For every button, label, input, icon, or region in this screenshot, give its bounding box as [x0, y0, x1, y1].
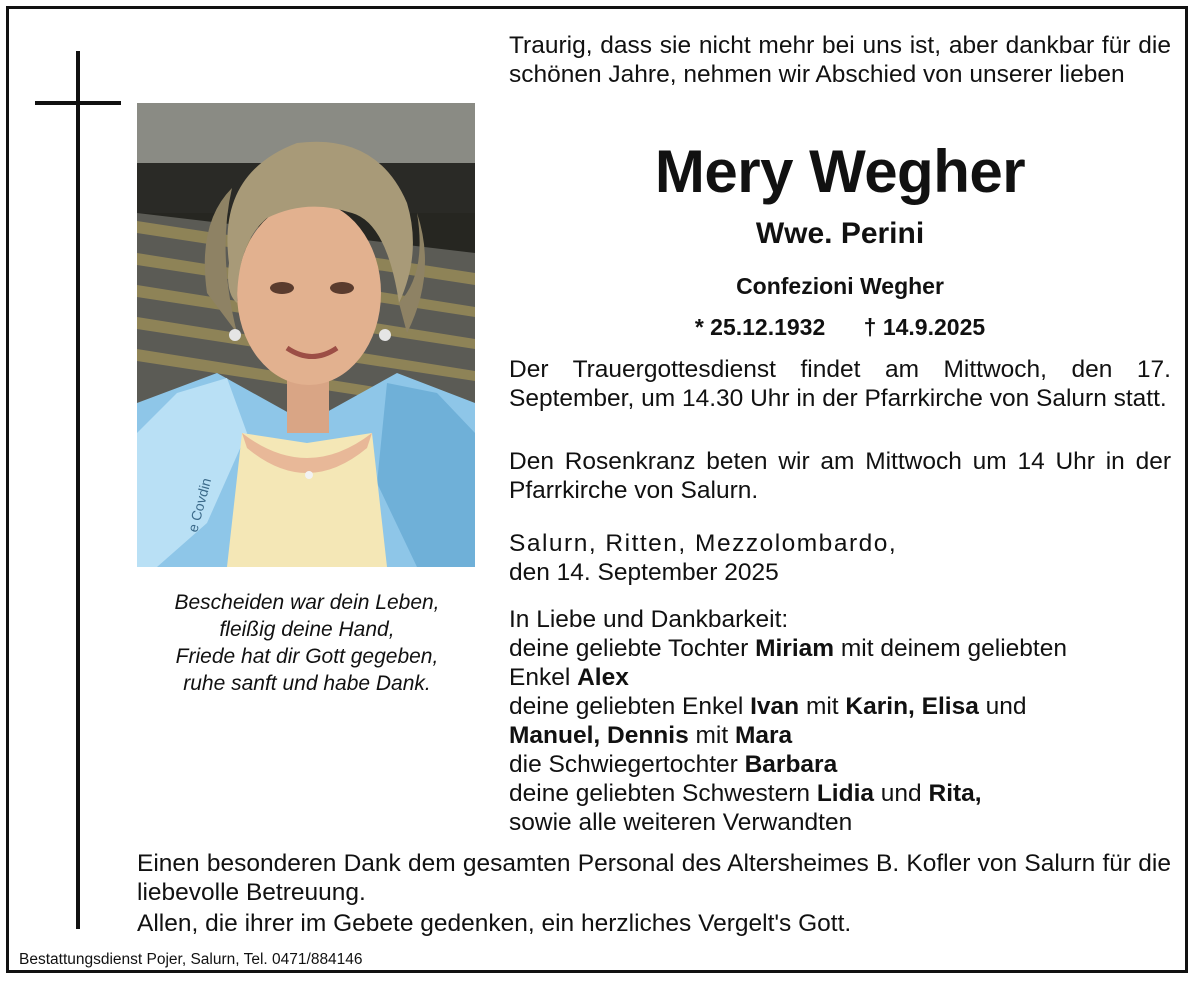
intro-text: Traurig, dass sie nicht mehr bei uns ist, aber dankbar für die schönen Jahre, nehmen wir Abschied von unserer lieben	[509, 32, 1171, 88]
mourners-line: Manuel, Dennis mit Mara	[509, 722, 793, 749]
poem-line: Friede hat dir Gott gegeben,	[175, 645, 439, 668]
mourners-line: Enkel Alex	[509, 664, 629, 691]
cross-icon	[76, 51, 80, 929]
mourners-line: deine geliebte Tochter Miriam mit deinem geliebten	[509, 635, 1067, 662]
poem-line: Bescheiden war dein Leben,	[174, 591, 440, 614]
portrait-photo	[137, 103, 475, 567]
date-line: den 14. September 2025	[509, 559, 779, 586]
portrait-illustration	[137, 103, 475, 567]
place-date	[509, 529, 1171, 587]
mourners-heading: In Liebe und Dankbarkeit:	[509, 606, 789, 633]
company-name: Confezioni Wegher	[736, 273, 944, 299]
thanks-text: Einen besonderen Dank dem gesamten Personal des Altersheimes B. Kofler von Salurn für die liebevolle Betreuung.	[137, 850, 1171, 906]
birth-date: * 25.12.1932	[694, 314, 826, 340]
mourners-list	[509, 605, 1171, 837]
mourners-line: deine geliebten Schwestern Lidia und Rita,	[509, 780, 982, 807]
obituary-notice	[6, 6, 1188, 973]
jacket-print-text: e Covdin	[184, 476, 215, 534]
rosary-text: Den Rosenkranz beten wir am Mittwoch um 14 Uhr in der Pfarrkirche von Salurn.	[509, 448, 1171, 504]
death-date: † 14.9.2025	[863, 314, 986, 340]
mourners-line: die Schwiegertochter Barbara	[509, 751, 838, 778]
poem	[127, 589, 487, 697]
poem-line: ruhe sanft und habe Dank.	[183, 672, 431, 695]
deceased-subname: Wwe. Perini	[755, 217, 925, 250]
mourners-line: deine geliebten Enkel Ivan mit Karin, Elisa und	[509, 693, 1027, 720]
funeral-service-footer: Bestattungsdienst Pojer, Salurn, Tel. 0471/884146	[19, 951, 363, 968]
cross-icon-bar	[35, 101, 121, 105]
deceased-name: Mery Wegher	[654, 138, 1026, 205]
thanks-text-2: Allen, die ihrer im Gebete gedenken, ein herzliches Vergelt's Gott.	[137, 910, 852, 937]
poem-line: fleißig deine Hand,	[219, 618, 395, 641]
place-line: Salurn, Ritten, Mezzolombardo,	[509, 530, 898, 557]
service-text: Der Trauergottesdienst findet am Mittwoch, den 17. September, um 14.30 Uhr in der Pfarrkirche von Salurn statt.	[509, 356, 1171, 412]
mourners-line: sowie alle weiteren Verwandten	[509, 809, 853, 836]
life-dates	[509, 311, 1171, 343]
